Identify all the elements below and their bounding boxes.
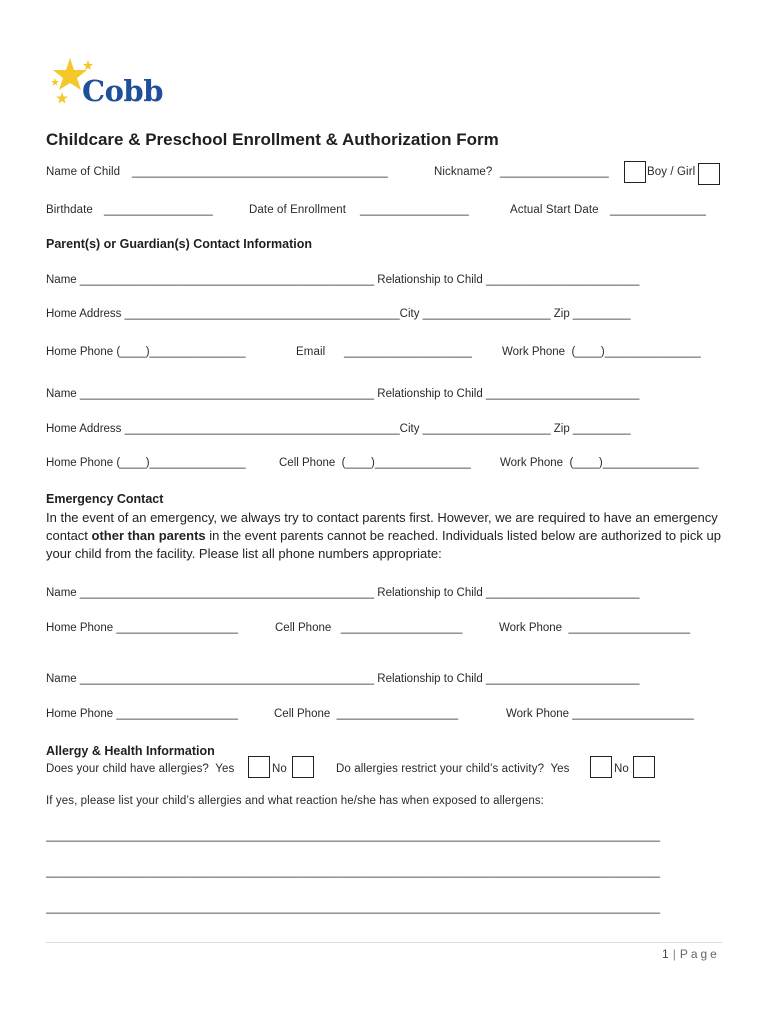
parent1-home-phone-field[interactable]: Home Phone (____)_______________: [46, 346, 246, 358]
restrict-no-label: No: [614, 763, 629, 775]
parent2-name-field[interactable]: Name ______________________________________________ Relationship to Child ________________________: [46, 388, 640, 400]
restrict-no-checkbox[interactable]: [633, 756, 655, 778]
logo-text: Cobb: [82, 74, 163, 108]
page-footer: [662, 947, 720, 961]
emergency-heading: Emergency Contact: [46, 492, 164, 506]
enrollment-date-field[interactable]: _________________: [360, 204, 469, 216]
birthdate-label: Birthdate: [46, 204, 93, 216]
logo: [50, 56, 170, 108]
parent2-address-field[interactable]: Home Address ___________________________________________City ____________________ Zip _________: [46, 423, 631, 435]
footer-divider: [46, 942, 722, 943]
allergy-line-1[interactable]: ________________________________________________________________________________________________: [46, 830, 660, 842]
parent1-name-field[interactable]: Name ______________________________________________ Relationship to Child ________________________: [46, 274, 640, 286]
nickname-label: Nickname?: [434, 166, 493, 178]
parents-heading: Parent(s) or Guardian(s) Contact Information: [46, 237, 312, 251]
emergency-text-1: In the event of an emergency, we always try to contact parents first. However, we are required to have an emergency contact: [46, 510, 718, 543]
allergy-list-prompt: If yes, please list your child’s allergies and what reaction he/she has when exposed to allergens:: [46, 795, 544, 807]
contact1-cell-phone-field[interactable]: Cell Phone ___________________: [275, 622, 463, 634]
allergy-heading: Allergy & Health Information: [46, 744, 215, 758]
allergy-line-3[interactable]: ________________________________________________________________________________________________: [46, 902, 660, 914]
allergies-no-checkbox[interactable]: [292, 756, 314, 778]
child-name-label: Name of Child: [46, 166, 121, 178]
parent1-work-phone-field[interactable]: Work Phone (____)_______________: [502, 346, 701, 358]
nickname-field[interactable]: _________________: [500, 166, 609, 178]
child-name-field[interactable]: ________________________________________: [132, 166, 388, 178]
allergies-no-label: No: [272, 763, 287, 775]
allergy-line-2[interactable]: ________________________________________________________________________________________________: [46, 866, 660, 878]
parent1-address-field[interactable]: Home Address ___________________________________________City ____________________ Zip _________: [46, 308, 631, 320]
contact2-name-field[interactable]: Name ______________________________________________ Relationship to Child ________________________: [46, 673, 640, 685]
contact2-home-phone-field[interactable]: Home Phone ___________________: [46, 708, 238, 720]
parent1-email-label: Email: [296, 346, 326, 358]
emergency-text-2: in the event parents cannot be reached. Individuals listed below are authorized to pick up your child from the facility. Please list all phone numbers appropriate:: [46, 528, 721, 561]
birthdate-field[interactable]: _________________: [104, 204, 213, 216]
contact2-cell-phone-field[interactable]: Cell Phone ___________________: [274, 708, 459, 720]
contact1-name-field[interactable]: Name ______________________________________________ Relationship to Child ________________________: [46, 587, 640, 599]
page-separator: |: [672, 947, 676, 961]
allergy-question-2: Do allergies restrict your child’s activity? Yes: [336, 763, 570, 775]
contact1-home-phone-field[interactable]: Home Phone ___________________: [46, 622, 238, 634]
girl-checkbox[interactable]: [698, 163, 720, 185]
boy-girl-label: Boy / Girl: [647, 166, 696, 178]
form-title: Childcare & Preschool Enrollment & Authorization Form: [46, 130, 499, 149]
parent2-cell-phone-field[interactable]: Cell Phone (____)_______________: [279, 457, 471, 469]
restrict-yes-checkbox[interactable]: [590, 756, 612, 778]
boy-checkbox[interactable]: [624, 161, 646, 183]
start-date-label: Actual Start Date: [510, 204, 599, 216]
emergency-paragraph: [46, 509, 722, 563]
allergies-yes-checkbox[interactable]: [248, 756, 270, 778]
page-word: Page: [679, 947, 720, 961]
parent1-email-field[interactable]: ____________________: [344, 346, 472, 358]
page-number: 1: [662, 947, 669, 961]
parent2-home-phone-field[interactable]: Home Phone (____)_______________: [46, 457, 246, 469]
allergy-question-1: Does your child have allergies? Yes: [46, 763, 235, 775]
start-date-field[interactable]: _______________: [610, 204, 706, 216]
emergency-text-bold: other than parents: [91, 528, 206, 543]
enrollment-date-label: Date of Enrollment: [249, 204, 347, 216]
parent2-work-phone-field[interactable]: Work Phone (____)_______________: [500, 457, 699, 469]
contact1-work-phone-field[interactable]: Work Phone ___________________: [499, 622, 690, 634]
contact2-work-phone-field[interactable]: Work Phone ___________________: [506, 708, 694, 720]
